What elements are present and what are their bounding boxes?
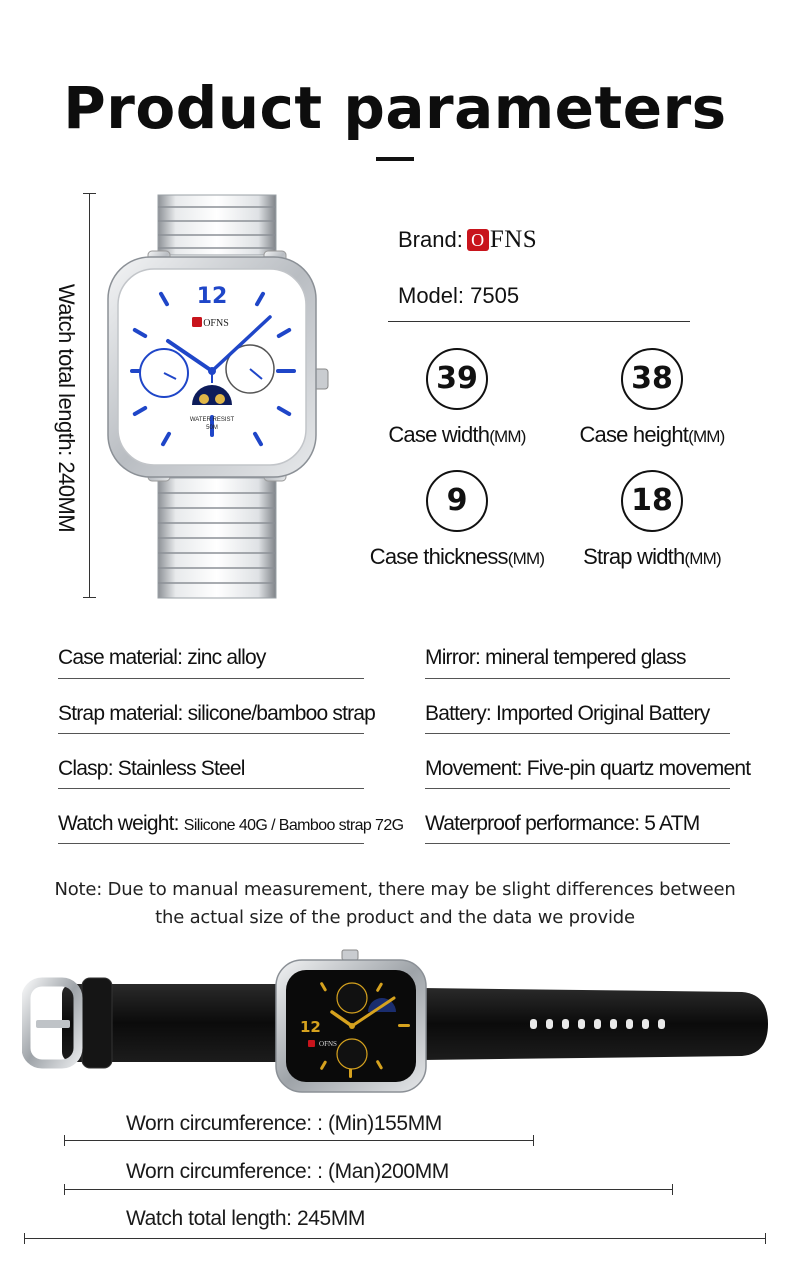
page-title: Product parameters <box>63 74 727 142</box>
spec-label: Case height(MM) <box>579 422 725 447</box>
mirror-material: Mirror: mineral tempered glass <box>425 646 686 669</box>
spec-case-thickness <box>362 470 552 570</box>
dimension-cap <box>24 1233 25 1244</box>
spec-label: Strap width(MM) <box>583 544 721 569</box>
divider <box>58 733 364 734</box>
bracelet-top <box>158 195 276 255</box>
watch-length-label: Watch total length: 240MM <box>54 283 79 533</box>
spec-label: Case width(MM) <box>388 422 526 447</box>
watch-weight: Watch weight: Silicone 40G / Bamboo strap 72G <box>58 812 404 835</box>
movement-info: Movement: Five-pin quartz movement <box>425 757 751 780</box>
length-dimension-cap-bottom <box>83 597 96 598</box>
spec-case-height <box>557 348 747 448</box>
brand-logo-text: FNS <box>489 226 538 253</box>
dial2-logo: OFNS <box>319 1040 337 1048</box>
battery-info: Battery: Imported Original Battery <box>425 702 710 725</box>
dial2-numeral-12: 12 <box>300 1018 321 1036</box>
case-material: Case material: zinc alloy <box>58 646 266 669</box>
worn-circumference-min: Worn circumference: : (Min)155MM <box>126 1112 442 1135</box>
dimension-cap <box>533 1135 534 1146</box>
bracelet-bottom <box>158 478 276 598</box>
dial-water-resist: WATER RESIST <box>189 417 235 423</box>
divider <box>58 843 364 844</box>
clasp-material: Clasp: Stainless Steel <box>58 757 245 780</box>
model-divider <box>388 321 690 322</box>
note-line-1: Note: Due to manual measurement, there may be slight differences between <box>54 879 736 900</box>
brand-logo-mark: O <box>467 229 489 251</box>
title-underline <box>376 157 414 161</box>
length-dimension-line <box>89 193 90 598</box>
measurement-note <box>0 876 790 932</box>
divider <box>425 843 730 844</box>
spec-value: 39 <box>426 348 488 410</box>
total-dimension-line <box>24 1238 766 1239</box>
watch-total-length: Watch total length: 245MM <box>126 1207 366 1230</box>
spec-case-width <box>362 348 552 448</box>
max-dimension-line <box>64 1189 673 1190</box>
brand-logo <box>467 226 537 254</box>
note-line-2: the actual size of the product and the data we provide <box>155 907 635 928</box>
worn-circumference-max: Worn circumference: : (Man)200MM <box>126 1160 449 1183</box>
spec-value: 18 <box>621 470 683 532</box>
dimension-cap <box>64 1184 65 1195</box>
length-dimension-cap-top <box>83 193 96 194</box>
divider <box>425 788 730 789</box>
dial-numeral-12: 12 <box>196 284 228 309</box>
brand-row <box>398 226 537 254</box>
dial-depth: 50M <box>206 425 218 431</box>
spec-strap-width <box>557 470 747 570</box>
strap-material: Strap material: silicone/bamboo strap <box>58 702 376 725</box>
model-label: Model: 7505 <box>398 283 520 308</box>
dimension-cap <box>765 1233 766 1244</box>
steel-watch-image <box>100 193 340 600</box>
dimension-cap <box>64 1135 65 1146</box>
spec-label: Case thickness(MM) <box>369 544 545 569</box>
divider <box>425 678 730 679</box>
min-dimension-line <box>64 1140 534 1141</box>
waterproof-info: Waterproof performance: 5 ATM <box>425 812 700 835</box>
spec-value: 38 <box>621 348 683 410</box>
divider <box>58 788 364 789</box>
silicone-watch-image <box>22 948 770 1096</box>
spec-value: 9 <box>426 470 488 532</box>
dial-logo: OFNS <box>203 318 229 329</box>
dimension-cap <box>672 1184 673 1195</box>
brand-label: Brand: <box>398 227 463 252</box>
divider <box>58 678 364 679</box>
divider <box>425 733 730 734</box>
